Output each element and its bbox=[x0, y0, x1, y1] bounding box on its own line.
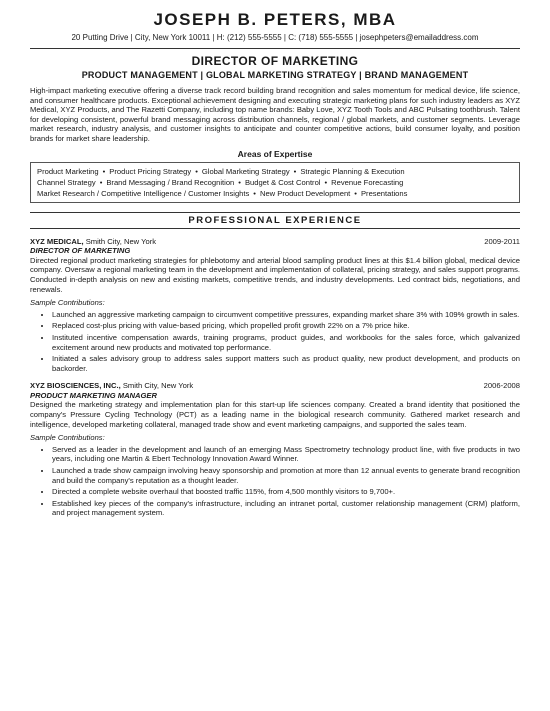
expertise-item: Product Marketing bbox=[37, 166, 99, 176]
resume-page bbox=[30, 0, 520, 518]
contribution-item: • Established key pieces of the company's infrastructure, including an intranet portal, customer relationship management (CRM) platform, and project management system. bbox=[52, 499, 520, 518]
job-header bbox=[30, 381, 520, 391]
jobs-list bbox=[30, 237, 520, 518]
contribution-item: • Directed a complete website overhaul that boosted traffic 115%, from 4,500 monthly visitors to 9,700+. bbox=[52, 487, 520, 497]
contribution-item: • Launched a trade show campaign involving heavy sponsorship and promotion at more than 12 annual events to generate brand recognition and build the company's reputation as a thought leader. bbox=[52, 466, 520, 485]
bullet-separator: • bbox=[238, 177, 241, 187]
bullet-separator: • bbox=[324, 177, 328, 187]
expertise-item: Revenue Forecasting bbox=[331, 177, 404, 187]
contributions-label: Sample Contributions: bbox=[30, 298, 105, 308]
job-description: Designed the marketing strategy and implementation plan for this start-up life sciences company. Created a brand identity that positioned the company's Pressure Cycling Technology (PCT) as a leading name in the biological research community. Gathered market research and intelligence, developed marketing collateral, managed trade show and event marketing campaigns, and supported the sales team. bbox=[30, 400, 520, 429]
summary-paragraph: High-impact marketing executive offering a diverse track record building brand recognition and sales momentum for medical device, life science, and consumer healthcare products. Exceptional achievement designing and executing strategic marketing plans for such industry leaders as XYZ Medical, XYZ Products, and The Razetti Company, including top name brands: Baby Love, XYZ Tooth Tools and ABC Pulsating toothbrush. Talent for developing consistent, powerful brand messaging across distribution channels, regional / global markets, and customer segments. Leverage market research, industry analysis, and customer insights to anticipate and counter competitive actions, build consumer loyalty, and position brands for market share leadership. bbox=[30, 86, 520, 143]
contributions-label: Sample Contributions: bbox=[30, 433, 105, 443]
contribution-item: • Initiated a sales advisory group to address sales support matters such as product quality, new product development, and products on backorder. bbox=[52, 354, 520, 373]
bullet-separator: • bbox=[99, 177, 103, 187]
job-description: Directed regional product marketing strategies for phlebotomy and arterial blood sampling product lines at this $1.4 billion global, medical device company. Oversaw a regional marketing team in the development and implementation of collateral, pricing strategy, and sales support programs. Conducted in-depth analysis on new and existing markets, competitive trends, and industry developments. Led contract bids, negotiations, and renewals. bbox=[30, 255, 520, 294]
target-title: DIRECTOR OF MARKETING bbox=[191, 54, 359, 68]
section-professional-experience: PROFESSIONAL EXPERIENCE bbox=[30, 212, 520, 229]
contribution-item: • Served as a leader in the development and launch of an emerging Mass Spectrometry technology product line, with five products in two years, including one Martin & Ebert Technology Innovation Award Winner. bbox=[52, 445, 520, 464]
expertise-box bbox=[30, 162, 520, 203]
bullet-separator: • bbox=[102, 166, 106, 176]
expertise-item: Strategic Planning & Execution bbox=[300, 166, 405, 176]
job-role: PRODUCT MARKETING MANAGER bbox=[30, 390, 157, 400]
expertise-item: Market Research / Competitive Intelligence / Customer Insights bbox=[37, 188, 250, 198]
bullet-separator: • bbox=[195, 166, 198, 176]
expertise-item: Product Pricing Strategy bbox=[109, 166, 192, 176]
job-dates: 2009-2011 bbox=[484, 236, 520, 246]
contributions-list bbox=[30, 445, 520, 518]
expertise-item: Channel Strategy bbox=[37, 177, 96, 187]
bullet-separator: • bbox=[293, 166, 297, 176]
job-employer bbox=[30, 237, 156, 247]
expertise-title: Areas of Expertise bbox=[237, 148, 313, 159]
header-divider bbox=[30, 48, 520, 49]
expertise-row bbox=[37, 177, 513, 188]
contribution-item: • Instituted incentive compensation awards, training programs, product guides, and workbooks for the sales force, which galvanized excitement around new products and motivated top performance. bbox=[52, 333, 520, 352]
job-entry bbox=[30, 237, 520, 374]
contact-line: 20 Putting Drive | City, New York 10011 | H: (212) 555-5555 | C: (718) 555-5555 | josephpeters@emailaddress.com bbox=[71, 33, 479, 42]
expertise-row bbox=[37, 188, 513, 199]
target-subtitle: PRODUCT MANAGEMENT | GLOBAL MARKETING STRATEGY | BRAND MANAGEMENT bbox=[81, 70, 469, 80]
company-location: Smith City, New York bbox=[83, 236, 157, 246]
bullet-separator: • bbox=[354, 188, 357, 198]
bullet-separator: • bbox=[253, 188, 256, 198]
company-location: Smith City, New York bbox=[120, 381, 194, 391]
expertise-row bbox=[37, 166, 513, 177]
expertise-item: Budget & Cost Control bbox=[244, 177, 321, 187]
job-header bbox=[30, 237, 520, 247]
job-dates: 2006-2008 bbox=[483, 381, 520, 391]
expertise-item: Global Marketing Strategy bbox=[201, 166, 290, 176]
contribution-item: • Launched an aggressive marketing campaign to circumvent competitive pressures, expanding market share 3% with 109% growth in sales. bbox=[52, 310, 520, 320]
expertise-item: Brand Messaging / Brand Recognition bbox=[106, 177, 235, 187]
contributions-list bbox=[30, 310, 520, 374]
company-name: XYZ BIOSCIENCES, INC., bbox=[30, 381, 121, 391]
company-name: XYZ MEDICAL, bbox=[30, 236, 84, 246]
candidate-name: JOSEPH B. PETERS, MBA bbox=[153, 10, 397, 29]
expertise-item: Presentations bbox=[360, 188, 408, 198]
expertise-item: New Product Development bbox=[259, 188, 351, 198]
job-employer bbox=[30, 381, 193, 391]
job-entry bbox=[30, 381, 520, 518]
contribution-item: • Replaced cost-plus pricing with value-based pricing, which propelled profit growth 22% on a 7% price hike. bbox=[52, 321, 520, 331]
job-role: DIRECTOR OF MARKETING bbox=[30, 246, 131, 256]
